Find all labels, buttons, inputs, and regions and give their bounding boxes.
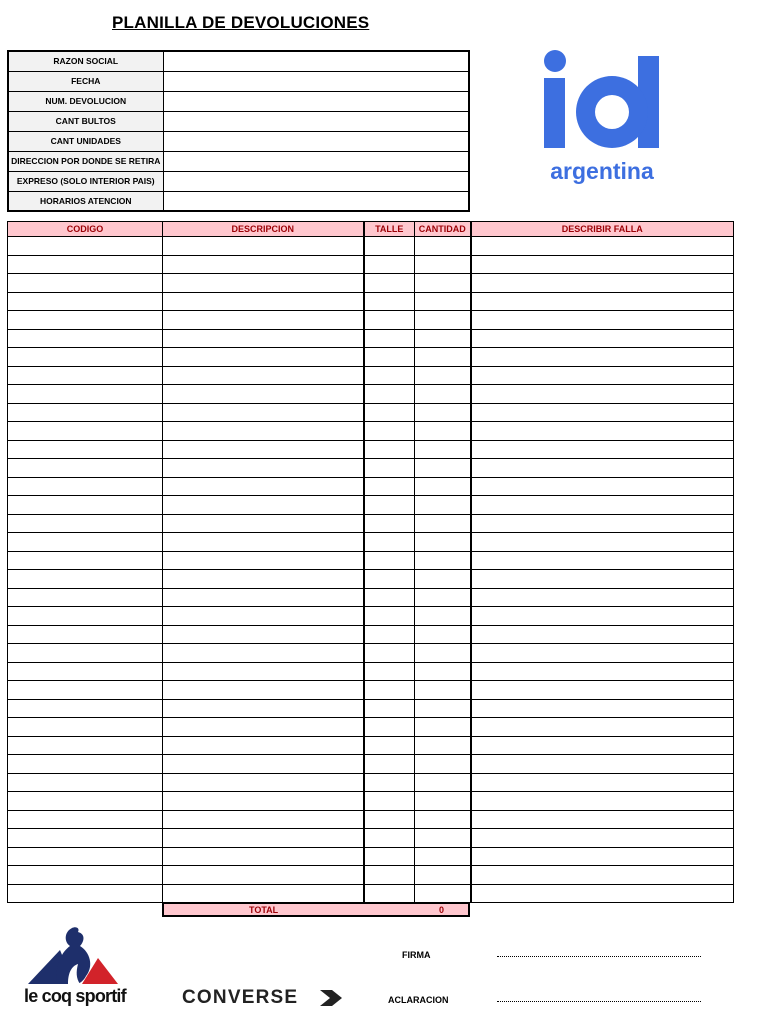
cell-cantidad[interactable]	[415, 847, 471, 866]
cell-codigo[interactable]	[8, 810, 163, 829]
table-row	[8, 699, 734, 718]
cell-talle[interactable]	[364, 792, 415, 811]
info-row	[8, 131, 469, 151]
cell-descripcion[interactable]	[163, 274, 364, 293]
cell-describir-falla[interactable]	[471, 699, 734, 718]
cell-cantidad[interactable]	[415, 366, 471, 385]
cell-descripcion[interactable]	[163, 514, 364, 533]
cell-descripcion[interactable]	[163, 810, 364, 829]
table-row	[8, 662, 734, 681]
cell-talle[interactable]	[364, 440, 415, 459]
cell-codigo[interactable]	[8, 385, 163, 404]
info-label: CANT BULTOS	[8, 111, 163, 131]
cell-codigo[interactable]	[8, 866, 163, 885]
cell-cantidad[interactable]	[415, 570, 471, 589]
info-value-field[interactable]	[163, 171, 469, 191]
table-row	[8, 884, 734, 903]
info-row	[8, 171, 469, 191]
cell-describir-falla[interactable]	[471, 810, 734, 829]
cell-descripcion[interactable]	[163, 792, 364, 811]
cell-describir-falla[interactable]	[471, 514, 734, 533]
cell-cantidad[interactable]	[415, 681, 471, 700]
cell-descripcion[interactable]	[163, 385, 364, 404]
cell-describir-falla[interactable]	[471, 607, 734, 626]
table-row	[8, 625, 734, 644]
cell-cantidad[interactable]	[415, 274, 471, 293]
cell-cantidad[interactable]	[415, 625, 471, 644]
cell-talle[interactable]	[364, 644, 415, 663]
table-row	[8, 829, 734, 848]
cell-descripcion[interactable]	[163, 329, 364, 348]
cell-codigo[interactable]	[8, 459, 163, 478]
cell-descripcion[interactable]	[163, 255, 364, 274]
cell-codigo[interactable]	[8, 829, 163, 848]
cell-describir-falla[interactable]	[471, 681, 734, 700]
table-row	[8, 477, 734, 496]
table-row	[8, 348, 734, 367]
cell-descripcion[interactable]	[163, 311, 364, 330]
cell-descripcion[interactable]	[163, 477, 364, 496]
info-row	[8, 191, 469, 211]
cell-codigo[interactable]	[8, 403, 163, 422]
info-label: HORARIOS ATENCION	[8, 191, 163, 211]
cell-descripcion[interactable]	[163, 718, 364, 737]
cell-cantidad[interactable]	[415, 588, 471, 607]
info-label: FECHA	[8, 71, 163, 91]
cell-talle[interactable]	[364, 329, 415, 348]
cell-cantidad[interactable]	[415, 255, 471, 274]
cell-talle[interactable]	[364, 403, 415, 422]
cell-describir-falla[interactable]	[471, 422, 734, 441]
cell-describir-falla[interactable]	[471, 884, 734, 903]
info-value-field[interactable]	[163, 151, 469, 171]
cell-talle[interactable]	[364, 255, 415, 274]
col-describir-falla: DESCRIBIR FALLA	[471, 222, 734, 237]
cell-codigo[interactable]	[8, 496, 163, 515]
info-row	[8, 71, 469, 91]
items-table	[7, 221, 734, 903]
cell-describir-falla[interactable]	[471, 625, 734, 644]
table-row	[8, 533, 734, 552]
cell-codigo[interactable]	[8, 348, 163, 367]
table-row	[8, 792, 734, 811]
table-row	[8, 570, 734, 589]
cell-descripcion[interactable]	[163, 459, 364, 478]
cell-codigo[interactable]	[8, 625, 163, 644]
cell-talle[interactable]	[364, 514, 415, 533]
cell-codigo[interactable]	[8, 736, 163, 755]
cell-cantidad[interactable]	[415, 459, 471, 478]
cell-describir-falla[interactable]	[471, 644, 734, 663]
table-row	[8, 292, 734, 311]
cell-codigo[interactable]	[8, 292, 163, 311]
table-row	[8, 681, 734, 700]
cell-descripcion[interactable]	[163, 533, 364, 552]
table-row	[8, 847, 734, 866]
cell-codigo[interactable]	[8, 792, 163, 811]
cell-talle[interactable]	[364, 366, 415, 385]
cell-descripcion[interactable]	[163, 644, 364, 663]
table-row	[8, 329, 734, 348]
firma-line[interactable]	[497, 956, 701, 957]
cell-cantidad[interactable]	[415, 496, 471, 515]
cell-descripcion[interactable]	[163, 884, 364, 903]
table-row	[8, 514, 734, 533]
table-row	[8, 385, 734, 404]
logo-sub-text: argentina	[550, 158, 654, 184]
cell-codigo[interactable]	[8, 366, 163, 385]
cell-codigo[interactable]	[8, 588, 163, 607]
cell-cantidad[interactable]	[415, 607, 471, 626]
cell-codigo[interactable]	[8, 847, 163, 866]
cell-cantidad[interactable]	[415, 533, 471, 552]
table-row	[8, 496, 734, 515]
info-table	[7, 50, 470, 212]
info-value-field[interactable]	[163, 51, 469, 71]
aclaracion-label: ACLARACION	[388, 995, 449, 1005]
cell-cantidad[interactable]	[415, 884, 471, 903]
table-row	[8, 755, 734, 774]
cell-cantidad[interactable]	[415, 329, 471, 348]
cell-codigo[interactable]	[8, 607, 163, 626]
cell-cantidad[interactable]	[415, 810, 471, 829]
cell-talle[interactable]	[364, 422, 415, 441]
cell-talle[interactable]	[364, 533, 415, 552]
cell-talle[interactable]	[364, 607, 415, 626]
cell-codigo[interactable]	[8, 699, 163, 718]
table-row	[8, 718, 734, 737]
cell-describir-falla[interactable]	[471, 348, 734, 367]
page-title: PLANILLA DE DEVOLUCIONES	[112, 13, 370, 32]
cell-codigo[interactable]	[8, 477, 163, 496]
cell-cantidad[interactable]	[415, 773, 471, 792]
cell-describir-falla[interactable]	[471, 736, 734, 755]
cell-talle[interactable]	[364, 385, 415, 404]
cell-descripcion[interactable]	[163, 699, 364, 718]
cell-cantidad[interactable]	[415, 422, 471, 441]
cell-descripcion[interactable]	[163, 496, 364, 515]
cell-describir-falla[interactable]	[471, 366, 734, 385]
cell-descripcion[interactable]	[163, 681, 364, 700]
cell-talle[interactable]	[364, 551, 415, 570]
cell-talle[interactable]	[364, 773, 415, 792]
cell-codigo[interactable]	[8, 755, 163, 774]
cell-describir-falla[interactable]	[471, 718, 734, 737]
cell-describir-falla[interactable]	[471, 829, 734, 848]
cell-cantidad[interactable]	[415, 292, 471, 311]
cell-describir-falla[interactable]	[471, 570, 734, 589]
cell-talle[interactable]	[364, 625, 415, 644]
cell-talle[interactable]	[364, 866, 415, 885]
col-talle: TALLE	[364, 222, 415, 237]
info-value-field[interactable]	[163, 111, 469, 131]
total-label: TOTAL	[249, 905, 279, 915]
table-row	[8, 366, 734, 385]
table-row	[8, 736, 734, 755]
table-row	[8, 551, 734, 570]
cell-codigo[interactable]	[8, 681, 163, 700]
cell-talle[interactable]	[364, 662, 415, 681]
cell-describir-falla[interactable]	[471, 662, 734, 681]
cell-cantidad[interactable]	[415, 829, 471, 848]
cell-describir-falla[interactable]	[471, 496, 734, 515]
cell-describir-falla[interactable]	[471, 329, 734, 348]
cell-cantidad[interactable]	[415, 718, 471, 737]
cell-codigo[interactable]	[8, 274, 163, 293]
cell-descripcion[interactable]	[163, 348, 364, 367]
cell-cantidad[interactable]	[415, 792, 471, 811]
cell-talle[interactable]	[364, 829, 415, 848]
table-row	[8, 866, 734, 885]
cell-talle[interactable]	[364, 755, 415, 774]
cell-talle[interactable]	[364, 884, 415, 903]
cell-talle[interactable]	[364, 237, 415, 256]
le-coq-sportif-text: le coq sportif	[24, 986, 126, 1006]
cell-descripcion[interactable]	[163, 829, 364, 848]
info-label: RAZON SOCIAL	[8, 51, 163, 71]
id-argentina-logo	[537, 48, 667, 188]
cell-talle[interactable]	[364, 847, 415, 866]
cell-describir-falla[interactable]	[471, 274, 734, 293]
cell-describir-falla[interactable]	[471, 477, 734, 496]
cell-talle[interactable]	[364, 588, 415, 607]
cell-cantidad[interactable]	[415, 755, 471, 774]
table-row	[8, 311, 734, 330]
cell-cantidad[interactable]	[415, 662, 471, 681]
cell-talle[interactable]	[364, 348, 415, 367]
cell-codigo[interactable]	[8, 773, 163, 792]
info-row	[8, 111, 469, 131]
table-row	[8, 440, 734, 459]
cell-talle[interactable]	[364, 681, 415, 700]
cell-codigo[interactable]	[8, 329, 163, 348]
cell-cantidad[interactable]	[415, 311, 471, 330]
cell-descripcion[interactable]	[163, 237, 364, 256]
info-value-field[interactable]	[163, 91, 469, 111]
cell-describir-falla[interactable]	[471, 440, 734, 459]
total-value: 0	[438, 905, 444, 915]
cell-descripcion[interactable]	[163, 366, 364, 385]
cell-describir-falla[interactable]	[471, 385, 734, 404]
cell-codigo[interactable]	[8, 422, 163, 441]
cell-describir-falla[interactable]	[471, 792, 734, 811]
cell-describir-falla[interactable]	[471, 847, 734, 866]
cell-talle[interactable]	[364, 699, 415, 718]
cell-codigo[interactable]	[8, 237, 163, 256]
info-value-field[interactable]	[163, 191, 469, 211]
info-row	[8, 91, 469, 111]
table-row	[8, 644, 734, 663]
cell-describir-falla[interactable]	[471, 588, 734, 607]
info-row	[8, 51, 469, 71]
cell-describir-falla[interactable]	[471, 755, 734, 774]
cell-descripcion[interactable]	[163, 422, 364, 441]
cell-descripcion[interactable]	[163, 403, 364, 422]
cell-descripcion[interactable]	[163, 866, 364, 885]
cell-cantidad[interactable]	[415, 440, 471, 459]
cell-descripcion[interactable]	[163, 440, 364, 459]
cell-talle[interactable]	[364, 459, 415, 478]
cell-codigo[interactable]	[8, 255, 163, 274]
cell-descripcion[interactable]	[163, 736, 364, 755]
firma-label: FIRMA	[402, 950, 431, 960]
cell-talle[interactable]	[364, 311, 415, 330]
table-row	[8, 422, 734, 441]
cell-cantidad[interactable]	[415, 403, 471, 422]
cell-codigo[interactable]	[8, 514, 163, 533]
info-label: EXPRESO (SOLO INTERIOR PAIS)	[8, 171, 163, 191]
cell-descripcion[interactable]	[163, 662, 364, 681]
converse-logo-text: CONVERSE	[182, 987, 299, 1008]
col-cantidad: CANTIDAD	[415, 222, 471, 237]
cell-talle[interactable]	[364, 477, 415, 496]
cell-descripcion[interactable]	[163, 755, 364, 774]
cell-describir-falla[interactable]	[471, 255, 734, 274]
cell-descripcion[interactable]	[163, 847, 364, 866]
cell-talle[interactable]	[364, 570, 415, 589]
cell-describir-falla[interactable]	[471, 773, 734, 792]
table-row	[8, 773, 734, 792]
cell-codigo[interactable]	[8, 718, 163, 737]
info-label: NUM. DEVOLUCION	[8, 91, 163, 111]
info-value-field[interactable]	[163, 131, 469, 151]
cell-cantidad[interactable]	[415, 736, 471, 755]
cell-describir-falla[interactable]	[471, 292, 734, 311]
cell-codigo[interactable]	[8, 884, 163, 903]
items-table-header	[8, 222, 734, 237]
cell-describir-falla[interactable]	[471, 533, 734, 552]
info-label: DIRECCION POR DONDE SE RETIRA	[8, 151, 163, 171]
table-row	[8, 588, 734, 607]
cell-talle[interactable]	[364, 736, 415, 755]
col-codigo: CODIGO	[8, 222, 163, 237]
cell-cantidad[interactable]	[415, 644, 471, 663]
cell-cantidad[interactable]	[415, 514, 471, 533]
cell-cantidad[interactable]	[415, 866, 471, 885]
cell-describir-falla[interactable]	[471, 459, 734, 478]
cell-describir-falla[interactable]	[471, 551, 734, 570]
table-row	[8, 274, 734, 293]
cell-describir-falla[interactable]	[471, 403, 734, 422]
aclaracion-line[interactable]	[497, 1001, 701, 1002]
total-row	[162, 902, 470, 917]
cell-codigo[interactable]	[8, 570, 163, 589]
cell-talle[interactable]	[364, 496, 415, 515]
cell-cantidad[interactable]	[415, 348, 471, 367]
cell-descripcion[interactable]	[163, 292, 364, 311]
cell-cantidad[interactable]	[415, 237, 471, 256]
cell-codigo[interactable]	[8, 311, 163, 330]
table-row	[8, 459, 734, 478]
cell-descripcion[interactable]	[163, 570, 364, 589]
table-row	[8, 607, 734, 626]
cell-describir-falla[interactable]	[471, 866, 734, 885]
cell-talle[interactable]	[364, 292, 415, 311]
cell-describir-falla[interactable]	[471, 311, 734, 330]
cell-describir-falla[interactable]	[471, 237, 734, 256]
cell-codigo[interactable]	[8, 662, 163, 681]
cell-descripcion[interactable]	[163, 588, 364, 607]
info-value-field[interactable]	[163, 71, 469, 91]
cell-codigo[interactable]	[8, 551, 163, 570]
cell-talle[interactable]	[364, 274, 415, 293]
cell-cantidad[interactable]	[415, 551, 471, 570]
cell-cantidad[interactable]	[415, 477, 471, 496]
cell-cantidad[interactable]	[415, 699, 471, 718]
cell-codigo[interactable]	[8, 533, 163, 552]
table-row	[8, 237, 734, 256]
col-descripcion: DESCRIPCION	[163, 222, 364, 237]
cell-talle[interactable]	[364, 718, 415, 737]
cell-codigo[interactable]	[8, 644, 163, 663]
cell-descripcion[interactable]	[163, 551, 364, 570]
table-row	[8, 255, 734, 274]
cell-descripcion[interactable]	[163, 773, 364, 792]
table-row	[8, 810, 734, 829]
table-row	[8, 403, 734, 422]
info-row	[8, 151, 469, 171]
info-label: CANT UNIDADES	[8, 131, 163, 151]
cell-talle[interactable]	[364, 810, 415, 829]
cell-cantidad[interactable]	[415, 385, 471, 404]
cell-descripcion[interactable]	[163, 625, 364, 644]
cell-codigo[interactable]	[8, 440, 163, 459]
converse-chevron-icon	[318, 988, 344, 1008]
cell-descripcion[interactable]	[163, 607, 364, 626]
